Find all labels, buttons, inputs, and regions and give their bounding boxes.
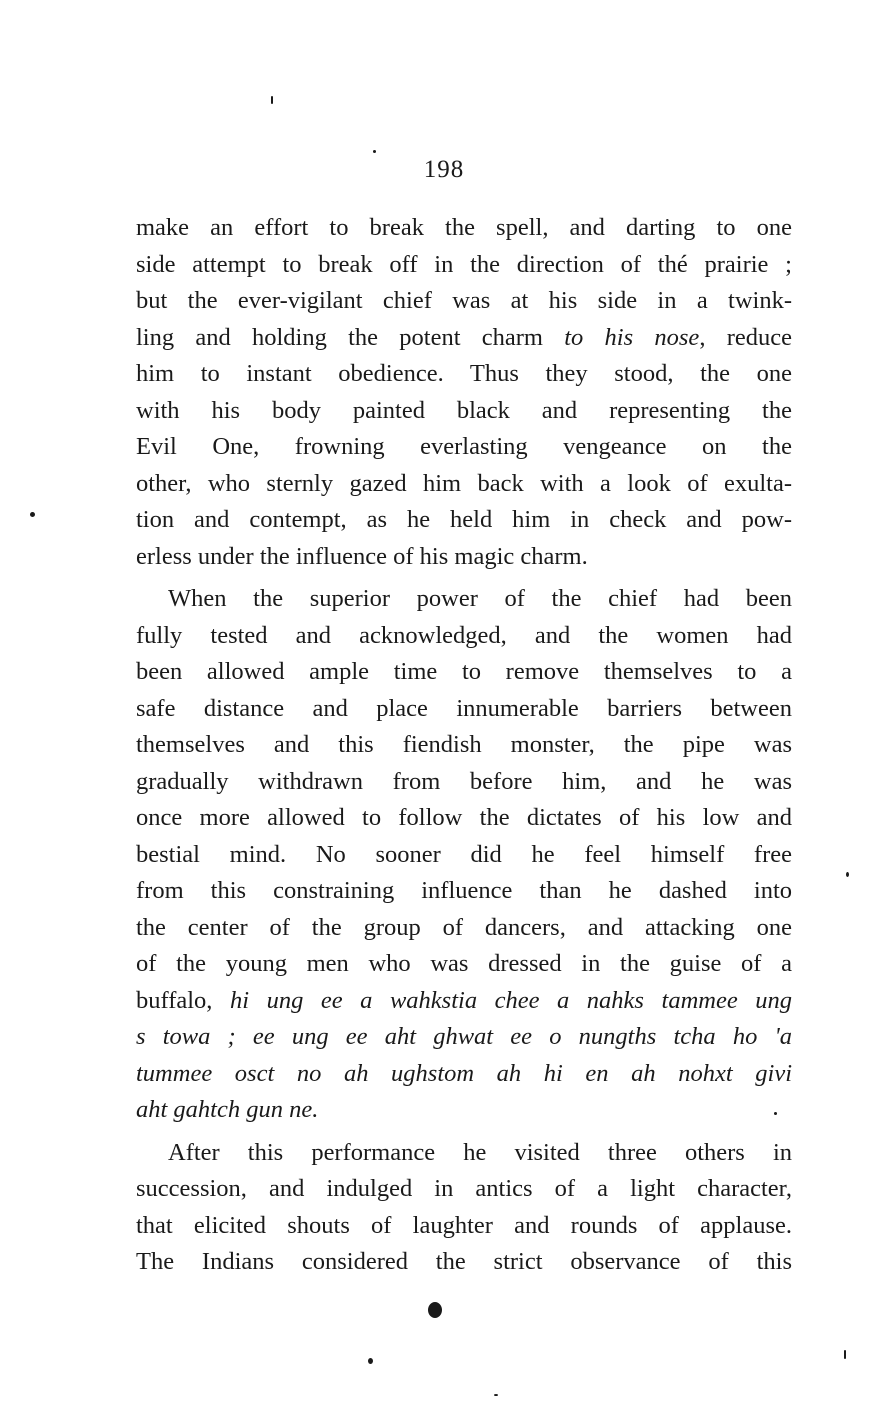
text-line: gradually withdrawn from before him, and he was (136, 767, 792, 795)
text-line: The Indians considered the strict observance of this (136, 1248, 792, 1275)
text-line: buffalo, hi ung ee a wahkstia chee a nahks tammee ung (136, 986, 792, 1014)
paragraph-2 (136, 581, 792, 1129)
native-phrase: aht gahtch gun ne. (136, 1096, 319, 1123)
ink-speck (373, 150, 376, 153)
text-line: that elicited shouts of laughter and rounds of applause. (136, 1211, 792, 1239)
text-line: Evil One, frowning everlasting vengeance on the (136, 433, 792, 460)
text-line (136, 1092, 792, 1129)
text-line (136, 1019, 792, 1056)
text-line: been allowed ample time to remove themselves to a (136, 658, 792, 685)
text-line: from this constraining influence than he dashed into (136, 877, 792, 904)
ink-blot (428, 1302, 442, 1318)
paragraph-1 (136, 210, 792, 575)
text-line: other, who sternly gazed him back with a look of exulta- (136, 469, 792, 497)
ink-speck (271, 96, 273, 104)
text-line: After this performance he visited three others in (168, 1138, 792, 1166)
text-line: the center of the group of dancers, and attacking one (136, 913, 792, 941)
text-line: tion and contempt, as he held him in check and pow- (136, 506, 792, 533)
text-line: but the ever-vigilant chief was at his side in a twink- (136, 287, 792, 314)
native-phrase: hi ung ee a wahkstia chee a nahks tammee ung (229, 986, 792, 1014)
ink-speck (844, 1350, 846, 1359)
text-line: erless under the influence of his magic charm. (136, 542, 588, 570)
ink-speck (368, 1358, 373, 1364)
text-line: once more allowed to follow the dictates of his low and (136, 804, 792, 831)
text-line: with his body painted black and representing the (136, 396, 792, 424)
page-number: 198 (423, 156, 465, 183)
text-line: fully tested and acknowledged, and the women had (136, 621, 792, 649)
body-text (136, 210, 792, 1281)
ink-speck (846, 872, 849, 877)
ink-speck (774, 1112, 777, 1115)
text-line: side attempt to break off in the direction of thé prairie ; (136, 250, 792, 278)
ink-speck (494, 1394, 498, 1396)
text-line: bestial mind. No sooner did he feel himself free (136, 840, 792, 868)
text-line (136, 1056, 792, 1093)
text-line: make an effort to break the spell, and darting to one (136, 214, 792, 241)
native-phrase: s towa ; ee ung ee aht ghwat ee o nungths tcha ho 'a (136, 1023, 792, 1050)
text-line: safe distance and place innumerable barriers between (136, 694, 792, 722)
text-line: of the young men who was dressed in the guise of a (136, 950, 792, 977)
italic-phrase: to his nose (564, 323, 700, 351)
text-line: themselves and this fiendish monster, the pipe was (136, 731, 792, 758)
text-line: him to instant obedience. Thus they stood, the one (136, 360, 792, 387)
native-phrase: tummee osct no ah ughstom ah hi en ah nohxt givi (136, 1059, 792, 1087)
text-line: When the superior power of the chief had been (168, 585, 792, 612)
ink-speck (30, 512, 35, 517)
text-line: ling and holding the potent charm to his nose, reduce (136, 323, 792, 351)
paragraph-3 (136, 1135, 792, 1281)
text-line: succession, and indulged in antics of a light character, (136, 1175, 792, 1202)
